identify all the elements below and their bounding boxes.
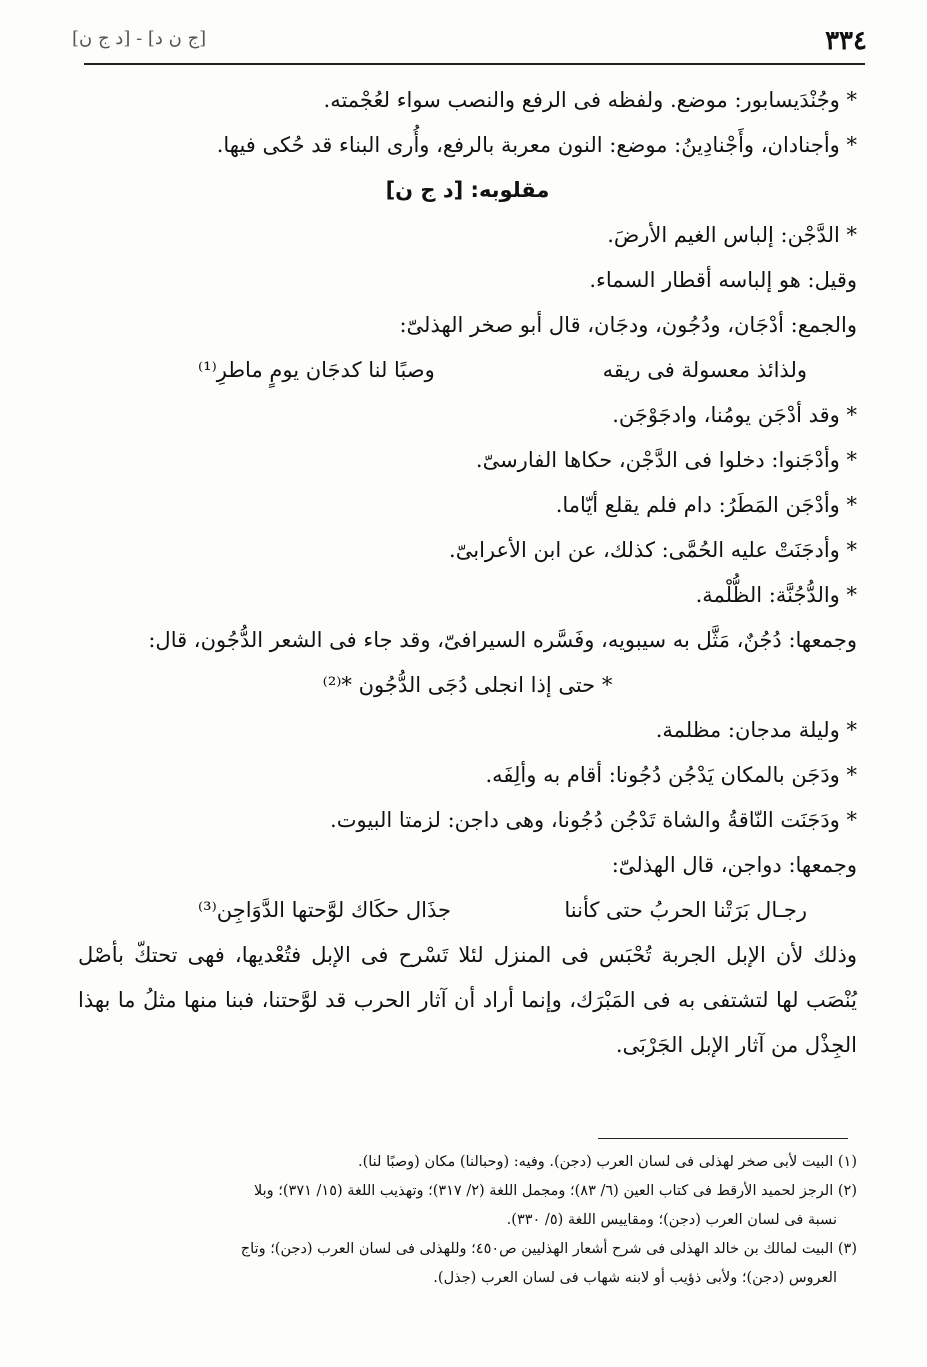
entry-line: * والدُّجُنَّة: الظُّلْمة. (695, 583, 857, 607)
verse-line (78, 888, 857, 933)
page-header (72, 26, 867, 60)
footnote: (١) البيت لأبى صخر لهذلى فى لسان العرب (دجن). وفيه: (وحبالنا) مكان (وصبًا لنا). (357, 1154, 857, 1170)
entry-line: * وجُنْدَيسابور: موضع. ولفظه فى الرفع والنصب سواء لعُجْمته. (323, 88, 857, 112)
header-rule (84, 63, 865, 65)
entry-line: * وأدْجَن المَطَرُ: دام فلم يقلع أيّاما. (555, 493, 857, 517)
section-title: مقلوبه: [د ج ن] (385, 178, 550, 202)
entry-line: * وليلة مدجان: مظلمة. (655, 718, 857, 742)
verse-hemistich-first: ولذائذ معسولة فى ريقه (602, 358, 807, 382)
entry-line: * وقد أدْجَن يومُنا، وادجَوْجَن. (612, 403, 857, 427)
verse-line (78, 348, 857, 393)
footnotes (78, 1148, 857, 1293)
entry-line: والجمع: أدْجَان، ودُجُون، ودجَان، قال أبو صخر الهذلىّ: (399, 313, 857, 337)
entry-line: وجمعها: دواجن، قال الهذلىّ: (611, 853, 857, 877)
entry-line: * وأجنادان، وأَجْنادِينُ: موضع: النون معربة بالرفع، وأُرى البناء قد حُكى فيها. (216, 133, 857, 157)
footnote: (٢) الرجز لحميد الأرقط فى كتاب العين (٦/ ٨٣)؛ ومجمل اللغة (٢/ ٣١٧)؛ وتهذيب اللغة (١٥/ ٣٧١)؛ وبلا (253, 1183, 857, 1199)
entry-line: * الدَّجْن: إلباس الغيم الأرضَ. (607, 223, 857, 247)
verse-hemistich-second: جذَال حكَاك لوَّحتها الدَّوَاجِن⁽³⁾ (198, 898, 452, 922)
footnote-continuation: العروس (دجن)؛ ولأبى ذؤيب أو لابنه شهاب فى لسان العرب (جذل). (433, 1270, 837, 1286)
entry-line: وجمعها: دُجُنٌ، مَثَّل به سيبويه، وفَسَّره السيرافىّ، وقد جاء فى الشعر الدُّجُون، قال: (148, 628, 857, 652)
footnote-continuation: نسبة فى لسان العرب (دجن)؛ ومقاييس اللغة (٥/ ٣٣٠). (506, 1212, 837, 1228)
explanation-paragraph: وذلك لأن الإبل الجربة تُحْبَس فى المنزل لئلا تَسْرح فى الإبل فتُعْديها، فهى تحتكّ بأصْل يُنْصَب لها لتشتفى به فى المَبْرَك، وإنما أراد أن آثار الحرب قد لوَّحتنا، فبنا منها مثلُ ما بهذا الجِذْل من آثار الإبل الجَرْبَى. (78, 943, 857, 1057)
entry-line: * ودَجَنَت النّاقةُ والشاة تَدْجُن دُجُونا، وهى داجن: لزمتا البيوت. (330, 808, 857, 832)
entry-line: * وأدْجَنوا: دخلوا فى الدَّجْن، حكاها الفارسىّ. (475, 448, 857, 472)
rajaz-line: * حتى إذا انجلى دُجَى الدُّجُون *⁽²⁾ (322, 673, 613, 697)
main-text (78, 78, 857, 1068)
verse-hemistich-first: رجـال بَرَتْنا الحربُ حتى كأننا (564, 898, 807, 922)
page-number: ٣٣٤ (825, 26, 867, 56)
entry-line: * وأدجَنَتْ عليه الحُمَّى: كذلك، عن ابن الأعرابىّ. (449, 538, 857, 562)
entry-line: وقيل: هو إلباسه أقطار السماء. (589, 268, 857, 292)
running-head: [ج ن د] - [د ج ن] (72, 28, 207, 49)
entry-line: * ودَجَن بالمكان يَدْجُن دُجُونا: أقام به وألِفَه. (485, 763, 857, 787)
footnote: (٣) البيت لمالك بن خالد الهذلى فى شرح أشعار الهذليين ص٤٥٠؛ وللهذلى فى لسان العرب (دجن)؛ وتاج (240, 1241, 857, 1257)
verse-hemistich-second: وصبًا لنا كدجَان يومٍ ماطرِ⁽¹⁾ (198, 358, 435, 382)
footnote-rule (598, 1138, 848, 1139)
